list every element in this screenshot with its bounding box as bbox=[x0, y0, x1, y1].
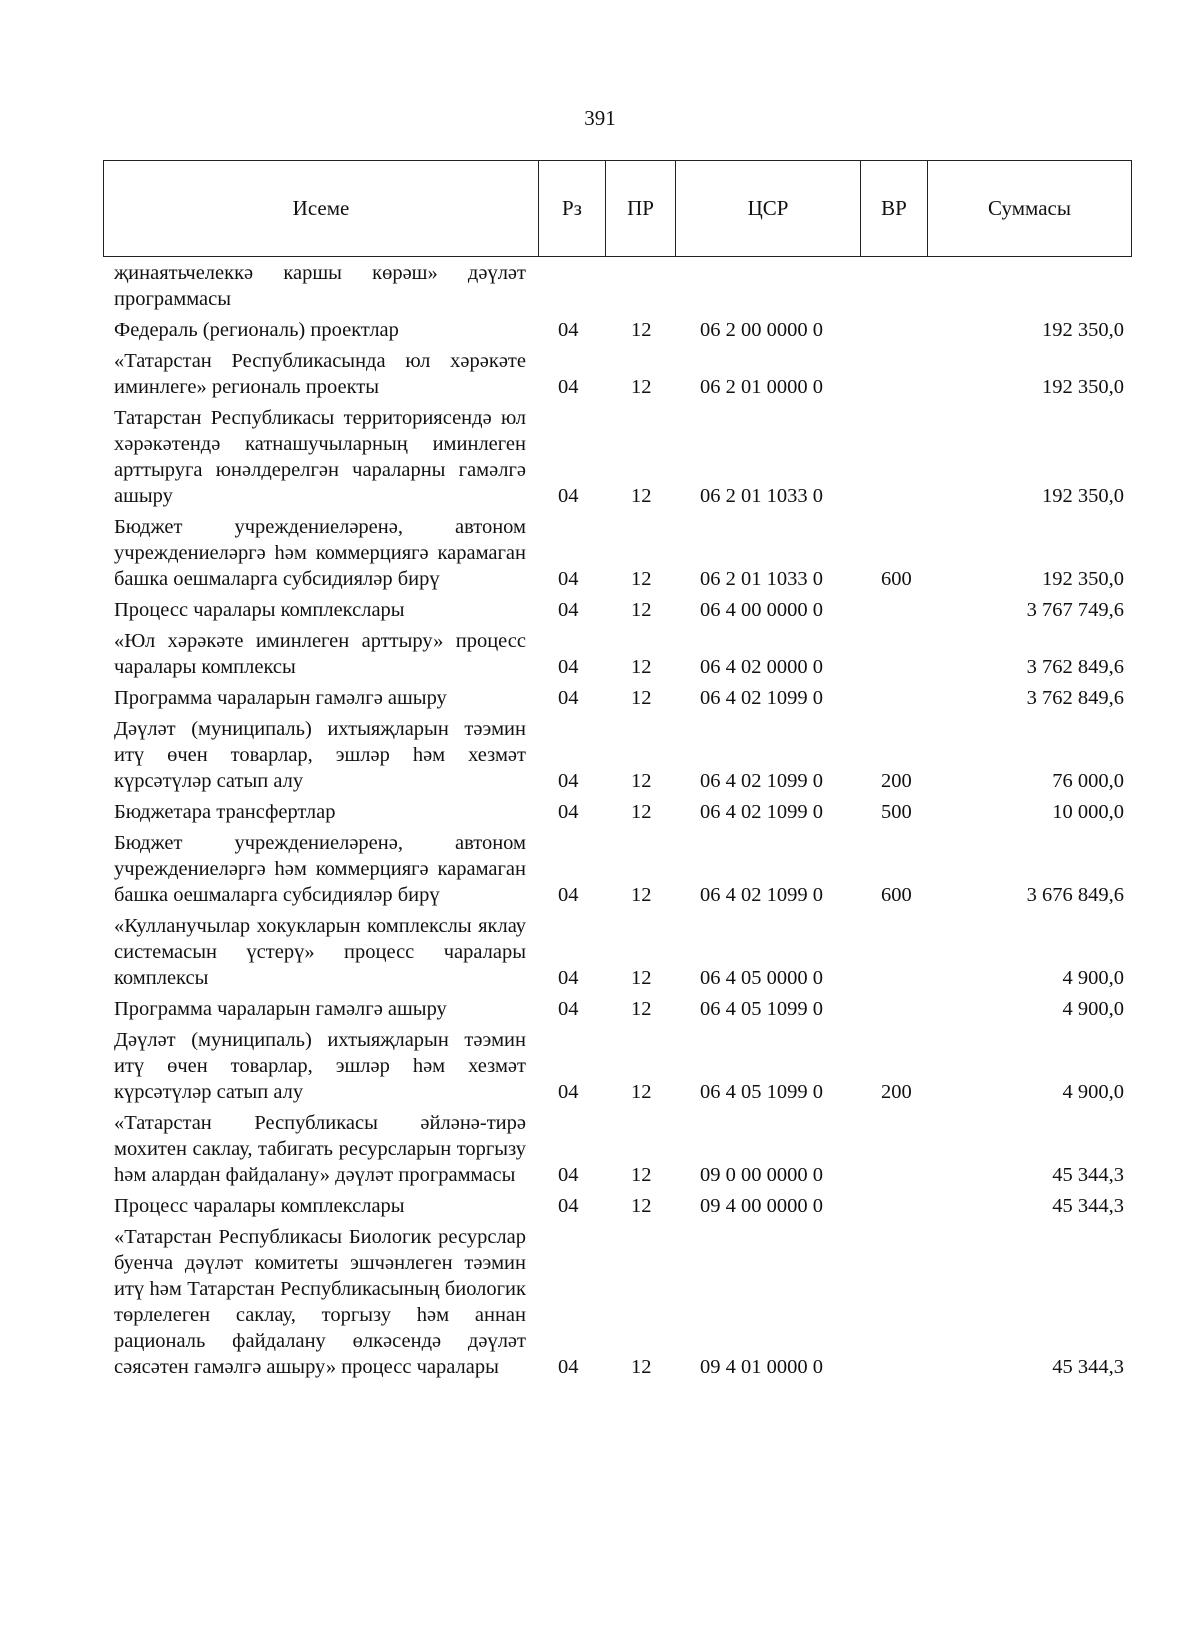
row-pr: 12 bbox=[631, 998, 652, 1020]
row-csr: 06 4 02 0000 0 bbox=[700, 656, 823, 678]
row-rz: 04 bbox=[558, 998, 579, 1020]
row-sum: 3 676 849,6 bbox=[1026, 884, 1124, 906]
row-csr: 06 2 01 1033 0 bbox=[700, 485, 823, 507]
table-row bbox=[0, 597, 1200, 623]
row-name: Бюджетара трансфертлар bbox=[114, 801, 336, 823]
row-vr: 200 bbox=[881, 770, 912, 792]
table-row bbox=[0, 514, 1200, 592]
row-pr: 12 bbox=[631, 568, 652, 590]
row-sum: 192 350,0 bbox=[1042, 319, 1124, 341]
row-rz: 04 bbox=[558, 801, 579, 823]
row-pr: 12 bbox=[631, 656, 652, 678]
row-rz: 04 bbox=[558, 1081, 579, 1103]
row-name: Федераль (региональ) проектлар bbox=[114, 319, 399, 341]
row-vr: 600 bbox=[881, 884, 912, 906]
row-pr: 12 bbox=[631, 1164, 652, 1186]
row-vr: 200 bbox=[881, 1081, 912, 1103]
row-name: җинаятьчелеккә каршы көрәш» дәүләт программасы bbox=[114, 262, 526, 310]
row-csr: 06 4 02 1099 0 bbox=[700, 687, 823, 709]
row-vr: 500 bbox=[881, 801, 912, 823]
header-name: Исеме bbox=[104, 161, 539, 256]
row-csr: 06 2 00 0000 0 bbox=[700, 319, 823, 341]
table-row bbox=[0, 685, 1200, 711]
row-name: Татарстан Республикасы территориясендә юл хәрәкәтендә катнашучыларның иминлеген арттыруга юнәлдерелгән чараларны гамәлгә ашыру bbox=[114, 407, 526, 507]
row-sum: 76 000,0 bbox=[1052, 770, 1124, 792]
row-sum: 45 344,3 bbox=[1052, 1164, 1124, 1186]
row-name: «Татарстан Республикасы әйләнә-тирә мохитен саклау, табигать ресурсларын торгызу һәм алардан файдалану» дәүләт программасы bbox=[114, 1112, 526, 1186]
row-csr: 06 2 01 1033 0 bbox=[700, 568, 823, 590]
row-pr: 12 bbox=[631, 801, 652, 823]
table-row bbox=[0, 913, 1200, 991]
row-name: Дәүләт (муниципаль) ихтыяҗларын тәэмин итү өчен товарлар, эшләр һәм хезмәт күрсәтүләр сатып алу bbox=[114, 718, 526, 792]
row-rz: 04 bbox=[558, 1356, 579, 1378]
row-rz: 04 bbox=[558, 1195, 579, 1217]
row-sum: 3 767 749,6 bbox=[1026, 599, 1124, 621]
table-row bbox=[0, 996, 1200, 1022]
row-pr: 12 bbox=[631, 319, 652, 341]
row-pr: 12 bbox=[631, 376, 652, 398]
row-sum: 4 900,0 bbox=[1062, 1081, 1124, 1103]
row-sum: 10 000,0 bbox=[1052, 801, 1124, 823]
row-sum: 192 350,0 bbox=[1042, 376, 1124, 398]
header-csr: ЦСР bbox=[676, 161, 861, 256]
row-sum: 4 900,0 bbox=[1062, 998, 1124, 1020]
row-csr: 06 4 02 1099 0 bbox=[700, 770, 823, 792]
row-rz: 04 bbox=[558, 1164, 579, 1186]
row-pr: 12 bbox=[631, 485, 652, 507]
row-pr: 12 bbox=[631, 687, 652, 709]
row-rz: 04 bbox=[558, 376, 579, 398]
row-name: Бюджет учреждениеләренә, автоном учреждениеләргә һәм коммерциягә карамаган башка оешмаларга субсидияләр бирү bbox=[114, 516, 526, 590]
header-sum: Суммасы bbox=[988, 196, 1071, 220]
row-csr: 06 2 01 0000 0 bbox=[700, 376, 823, 398]
row-pr: 12 bbox=[631, 770, 652, 792]
row-rz: 04 bbox=[558, 967, 579, 989]
row-rz: 04 bbox=[558, 656, 579, 678]
table-row bbox=[0, 799, 1200, 825]
row-pr: 12 bbox=[631, 1356, 652, 1378]
row-csr: 06 4 05 1099 0 bbox=[700, 998, 823, 1020]
table-row bbox=[0, 405, 1200, 509]
table-row bbox=[0, 1224, 1200, 1380]
row-rz: 04 bbox=[558, 568, 579, 590]
row-csr: 09 0 00 0000 0 bbox=[700, 1164, 823, 1186]
row-csr: 09 4 00 0000 0 bbox=[700, 1195, 823, 1217]
row-csr: 06 4 05 0000 0 bbox=[700, 967, 823, 989]
row-vr: 600 bbox=[881, 568, 912, 590]
row-name: Процесс чаралары комплекслары bbox=[114, 1195, 405, 1217]
row-name: «Татарстан Республикасында юл хәрәкәте иминлеге» региональ проекты bbox=[114, 350, 526, 398]
row-rz: 04 bbox=[558, 687, 579, 709]
row-name: Процесс чаралары комплекслары bbox=[114, 599, 405, 621]
row-rz: 04 bbox=[558, 884, 579, 906]
row-csr: 06 4 02 1099 0 bbox=[700, 801, 823, 823]
table-body bbox=[0, 260, 1200, 1385]
table-row bbox=[0, 1110, 1200, 1188]
row-csr: 09 4 01 0000 0 bbox=[700, 1356, 823, 1378]
table-row bbox=[0, 260, 1200, 312]
header-vr: ВР bbox=[861, 161, 928, 256]
row-csr: 06 4 00 0000 0 bbox=[700, 599, 823, 621]
row-sum: 45 344,3 bbox=[1052, 1356, 1124, 1378]
row-pr: 12 bbox=[631, 1195, 652, 1217]
table-header bbox=[103, 160, 1132, 257]
row-name: «Юл хәрәкәте иминлеген арттыру» процесс чаралары комплексы bbox=[114, 630, 526, 678]
table-row bbox=[0, 348, 1200, 400]
row-pr: 12 bbox=[631, 967, 652, 989]
table-row bbox=[0, 830, 1200, 908]
page-number: 391 bbox=[584, 106, 616, 130]
table-row bbox=[0, 628, 1200, 680]
row-rz: 04 bbox=[558, 485, 579, 507]
row-name: «Кулланучылар хокукларын комплекслы яклау системасын үстерү» процесс чаралары комплексы bbox=[114, 915, 526, 989]
row-csr: 06 4 02 1099 0 bbox=[700, 884, 823, 906]
row-sum: 3 762 849,6 bbox=[1026, 656, 1124, 678]
row-rz: 04 bbox=[558, 770, 579, 792]
row-pr: 12 bbox=[631, 884, 652, 906]
row-sum: 192 350,0 bbox=[1042, 485, 1124, 507]
header-pr: ПР bbox=[606, 161, 676, 256]
row-rz: 04 bbox=[558, 319, 579, 341]
table-row bbox=[0, 716, 1200, 794]
row-name: Бюджет учреждениеләренә, автоном учреждениеләргә һәм коммерциягә карамаган башка оешмаларга субсидияләр бирү bbox=[114, 832, 526, 906]
row-name: Программа чараларын гамәлгә ашыру bbox=[114, 687, 447, 709]
row-pr: 12 bbox=[631, 599, 652, 621]
table-row bbox=[0, 1027, 1200, 1105]
row-name: Дәүләт (муниципаль) ихтыяҗларын тәэмин итү өчен товарлар, эшләр һәм хезмәт күрсәтүләр сатып алу bbox=[114, 1029, 526, 1103]
row-sum: 3 762 849,6 bbox=[1026, 687, 1124, 709]
row-pr: 12 bbox=[631, 1081, 652, 1103]
table-row bbox=[0, 317, 1200, 343]
row-name: Программа чараларын гамәлгә ашыру bbox=[114, 998, 447, 1020]
table-row bbox=[0, 1193, 1200, 1219]
row-name: «Татарстан Республикасы Биологик ресурслар буенча дәүләт комитеты эшчәнлеген тәэмин итү һәм Татарстан Республикасының биологик төрлелеген саклау, торгызу һәм аннан рациональ файдалану өлкәсендә дәүләт сәясәтен гамәлгә ашыру» процесс чаралары bbox=[114, 1226, 526, 1378]
header-rz: Рз bbox=[539, 161, 606, 256]
row-sum: 45 344,3 bbox=[1052, 1195, 1124, 1217]
row-rz: 04 bbox=[558, 599, 579, 621]
row-csr: 06 4 05 1099 0 bbox=[700, 1081, 823, 1103]
row-sum: 4 900,0 bbox=[1062, 967, 1124, 989]
row-sum: 192 350,0 bbox=[1042, 568, 1124, 590]
